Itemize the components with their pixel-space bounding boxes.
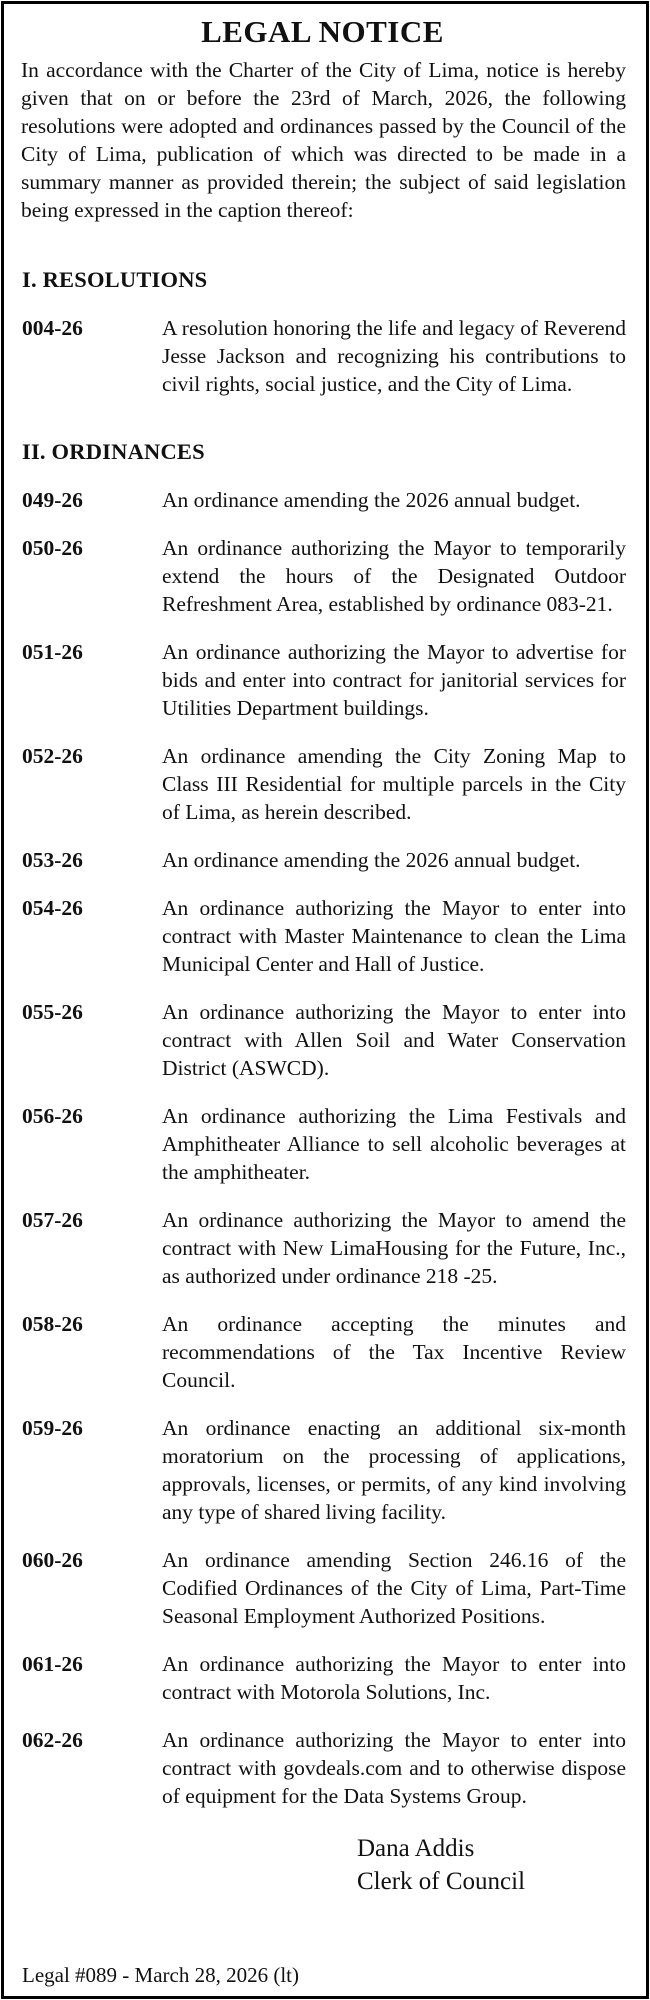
item-number: 050-26 [22, 536, 83, 560]
signature-title: Clerk of Council [357, 1868, 526, 1895]
ordinance-item [19, 1206, 626, 1290]
item-text: An ordinance amending the City Zoning Map to Class III Residential for multiple parcels in the City of Lima, as herein described. [162, 744, 626, 824]
item-number: 059-26 [22, 1416, 83, 1440]
item-number: 055-26 [22, 1000, 83, 1024]
ordinance-item [19, 1102, 626, 1186]
item-number: 054-26 [22, 896, 83, 920]
ordinance-item [19, 894, 626, 978]
ordinance-item [19, 1310, 626, 1394]
item-text: An ordinance amending the 2026 annual budget. [162, 848, 581, 872]
ordinance-item [19, 742, 626, 826]
item-text: An ordinance authorizing the Mayor to enter into contract with Motorola Solutions, Inc. [162, 1652, 626, 1704]
item-text: An ordinance authorizing the Mayor to advertise for bids and enter into contract for janitorial services for Utilities Department buildings. [162, 640, 626, 720]
legal-notice-page [1, 1, 649, 1999]
item-number: 052-26 [22, 744, 83, 768]
item-text: An ordinance authorizing the Mayor to enter into contract with govdeals.com and to otherwise dispose of equipment for the Data Systems Group. [162, 1728, 626, 1808]
item-text: An ordinance authorizing the Mayor to temporarily extend the hours of the Designated Outdoor Refreshment Area, established by ordinance 083-21. [162, 536, 626, 616]
footer-text: Legal #089 - March 28, 2026 (lt) [22, 1963, 300, 1987]
item-number: 004-26 [22, 316, 83, 340]
section-heading-resolutions: I. RESOLUTIONS [22, 267, 208, 292]
signature-block [357, 1832, 626, 1898]
item-number: 058-26 [22, 1312, 83, 1336]
item-number: 061-26 [22, 1652, 83, 1676]
item-number: 049-26 [22, 488, 83, 512]
ordinance-item [19, 638, 626, 722]
ordinance-item [19, 1726, 626, 1810]
ordinance-item [19, 486, 626, 514]
ordinance-item [19, 998, 626, 1082]
item-text: An ordinance amending Section 246.16 of the Codified Ordinances of the City of Lima, Part-Time Seasonal Employment Authorized Positions. [162, 1548, 626, 1628]
notice-title: LEGAL NOTICE [201, 14, 444, 49]
item-number: 057-26 [22, 1208, 83, 1232]
intro-paragraph: In accordance with the Charter of the City of Lima, notice is hereby given that on or before the 23rd of March, 2026, the following resolutions were adopted and ordinances passed by the Council of the City of Lima, publication of which was directed to be made in a summary manner as provided therein; the subject of said legislation being expressed in the caption thereof: [21, 58, 626, 222]
item-number: 053-26 [22, 848, 83, 872]
ordinance-item [19, 534, 626, 618]
signature-name: Dana Addis [357, 1835, 475, 1862]
item-text: An ordinance authorizing the Mayor to amend the contract with New LimaHousing for the Future, Inc., as authorized under ordinance 218 -25. [162, 1208, 626, 1288]
item-number: 056-26 [22, 1104, 83, 1128]
item-text: A resolution honoring the life and legacy of Reverend Jesse Jackson and recognizing his contributions to civil rights, social justice, and the City of Lima. [162, 316, 626, 396]
item-text: An ordinance authorizing the Lima Festivals and Amphitheater Alliance to sell alcoholic beverages at the amphitheater. [162, 1104, 626, 1184]
item-text: An ordinance authorizing the Mayor to enter into contract with Allen Soil and Water Conservation District (ASWCD). [162, 1000, 626, 1080]
item-number: 051-26 [22, 640, 83, 664]
item-number: 062-26 [22, 1728, 83, 1752]
item-text: An ordinance authorizing the Mayor to enter into contract with Master Maintenance to clean the Lima Municipal Center and Hall of Justice. [162, 896, 626, 976]
item-text: An ordinance amending the 2026 annual budget. [162, 488, 581, 512]
section-heading-ordinances: II. ORDINANCES [22, 439, 205, 464]
ordinance-item [19, 846, 626, 874]
resolution-item [19, 314, 626, 398]
item-text: An ordinance enacting an additional six-month moratorium on the processing of applications, approvals, licenses, or permits, of any kind involving any type of shared living facility. [162, 1416, 626, 1524]
item-text: An ordinance accepting the minutes and recommendations of the Tax Incentive Review Council. [162, 1312, 626, 1392]
ordinance-item [19, 1650, 626, 1706]
ordinance-item [19, 1414, 626, 1526]
item-number: 060-26 [22, 1548, 83, 1572]
ordinance-item [19, 1546, 626, 1630]
